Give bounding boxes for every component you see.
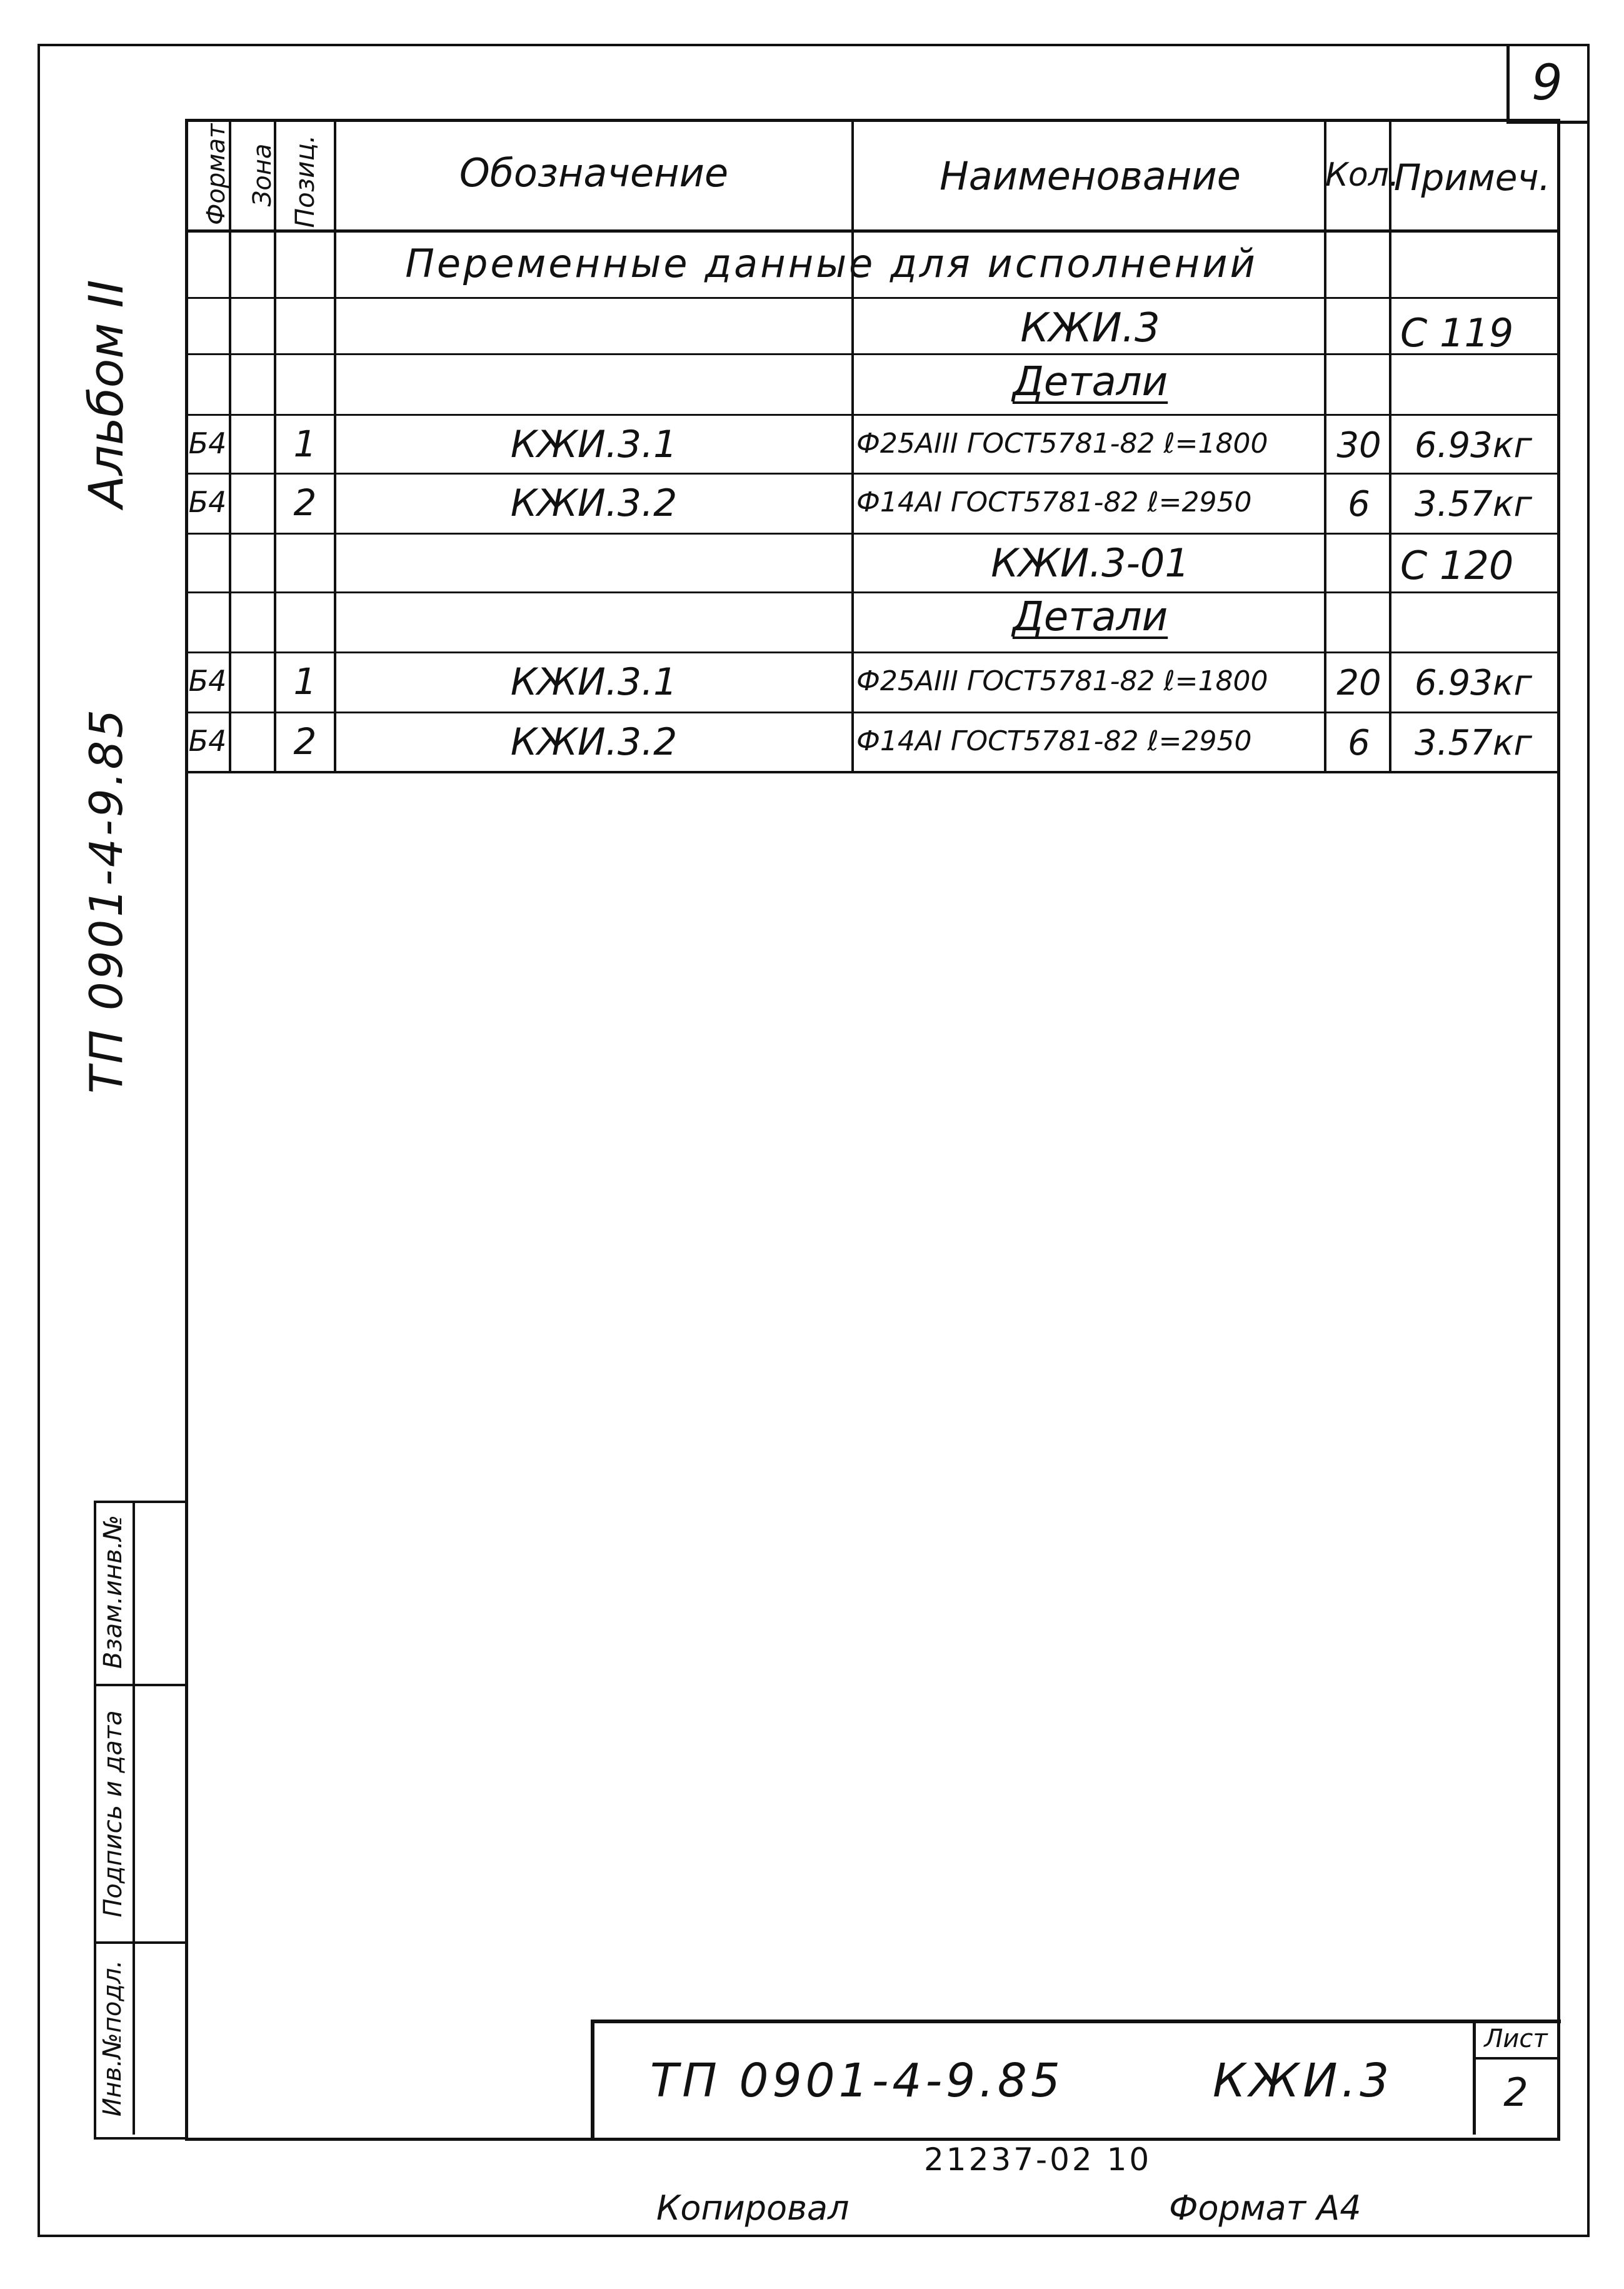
stamp-label-inv: Инв.№подл. — [98, 1959, 127, 2117]
row-format: Б4 — [188, 664, 227, 698]
row-designation: КЖИ.3.2 — [510, 720, 678, 764]
row-format: Б4 — [188, 724, 227, 758]
row-position: 2 — [293, 481, 317, 524]
row-position: 1 — [293, 660, 317, 703]
row-designation: КЖИ.3.1 — [510, 423, 678, 466]
row-note: 3.57кг — [1415, 723, 1532, 763]
row-qty: 30 — [1336, 425, 1381, 466]
copied-label: Копировал — [656, 2188, 850, 2228]
sheet-label: Лист — [1484, 2025, 1548, 2053]
header-note: Примеч. — [1393, 156, 1551, 199]
header-position: Позиц. — [289, 134, 320, 228]
row-name: Ф25АIII ГОСТ5781-82 ℓ=1800 — [856, 665, 1268, 697]
row-qty: 6 — [1348, 723, 1370, 763]
row-note: 3.57кг — [1415, 484, 1532, 525]
row-qty: 6 — [1348, 484, 1370, 525]
order-number: 21237-02 10 — [924, 2141, 1152, 2178]
row-designation: КЖИ.3.1 — [510, 660, 678, 704]
row-note: 6.93кг — [1415, 425, 1532, 466]
row-designation: КЖИ.3.2 — [510, 481, 678, 525]
format-label: Формат А4 — [1169, 2188, 1361, 2228]
row-qty: 20 — [1336, 663, 1381, 703]
row-name: Ф25АIII ГОСТ5781-82 ℓ=1800 — [856, 428, 1268, 460]
stamp-label-vzam: Взам.инв.№ — [99, 1514, 128, 1669]
section-heading: Переменные данные для исполнений — [405, 241, 1258, 286]
row-format: Б4 — [188, 485, 227, 519]
header-name: Наименование — [940, 153, 1241, 199]
title-project-code: ТП 0901-4-9.85 — [650, 2054, 1064, 2108]
sheet-number: 2 — [1503, 2070, 1528, 2115]
row-position: 1 — [293, 423, 317, 465]
row-name: Ф14АI ГОСТ5781-82 ℓ=2950 — [856, 725, 1252, 757]
page-number: 9 — [1531, 55, 1563, 111]
row-note: С 120 — [1400, 543, 1514, 588]
header-qty: Кол. — [1325, 156, 1400, 194]
header-zone: Зона — [248, 143, 277, 207]
row-name: Ф14АI ГОСТ5781-82 ℓ=2950 — [856, 486, 1252, 518]
variant-title: КЖИ.3 — [1020, 305, 1160, 351]
row-position: 2 — [293, 720, 317, 763]
stamp-label-signature: Подпись и дата — [99, 1710, 128, 1918]
details-heading: Детали — [1012, 359, 1168, 405]
row-format: Б4 — [188, 426, 227, 460]
details-heading: Детали — [1012, 594, 1168, 640]
row-note: С 119 — [1400, 310, 1514, 356]
header-format: Формат — [202, 123, 231, 225]
header-designation: Обозначение — [459, 150, 729, 196]
variant-title: КЖИ.3-01 — [991, 540, 1190, 586]
title-document-code: КЖИ.3 — [1213, 2054, 1393, 2108]
album-label: Альбом II — [78, 279, 134, 508]
side-project-code: ТП 0901-4-9.85 — [80, 707, 133, 1094]
row-note: 6.93кг — [1415, 663, 1532, 703]
